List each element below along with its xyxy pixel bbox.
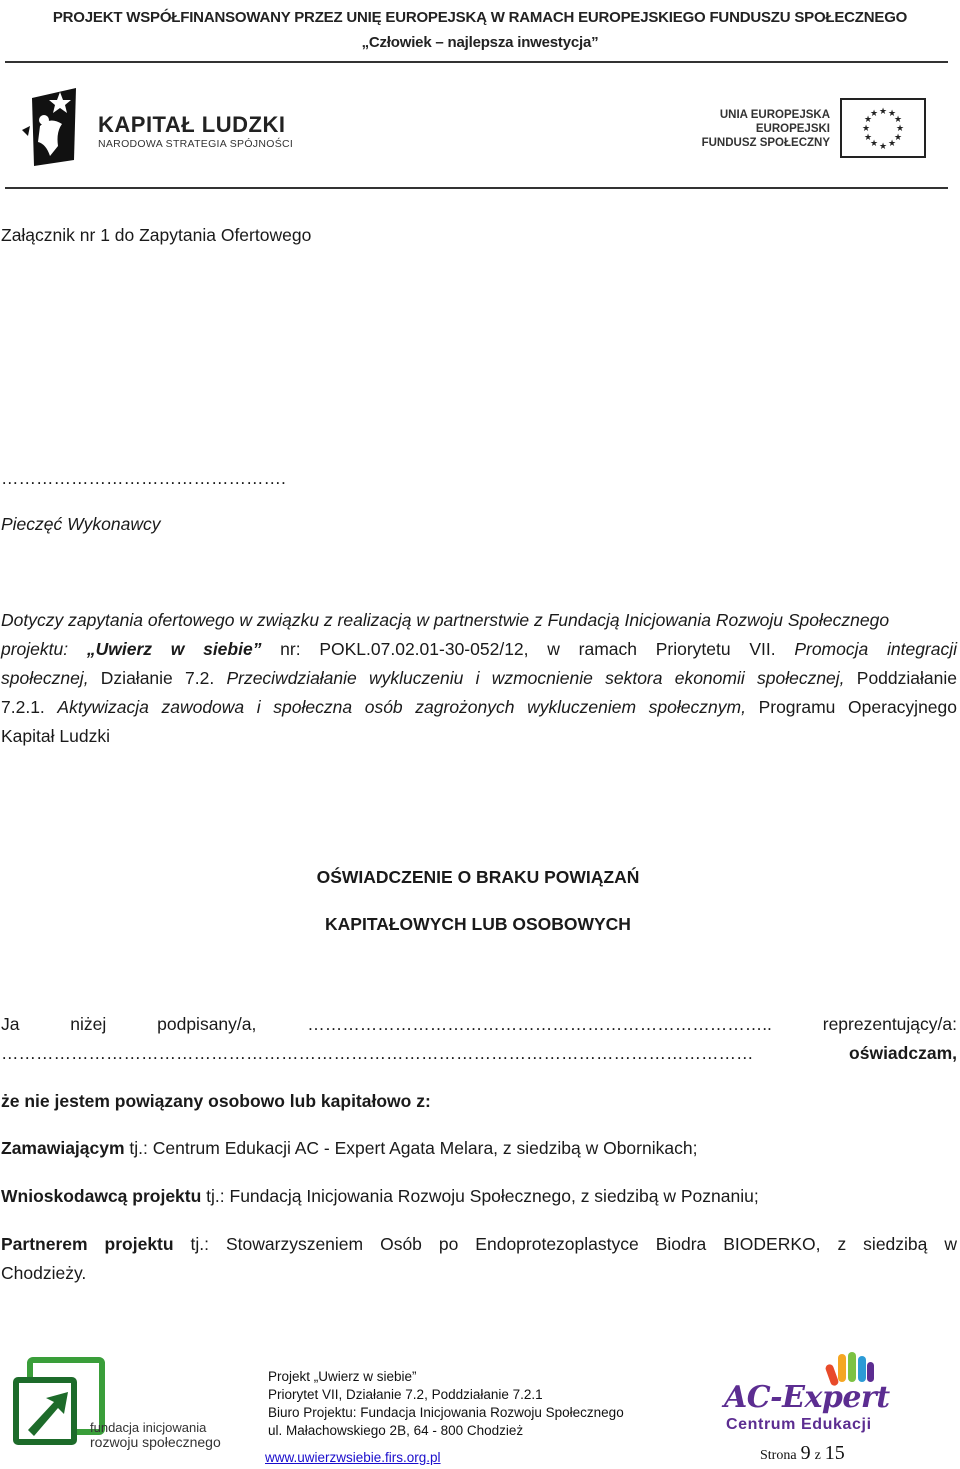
svg-text:★: ★ <box>869 139 879 149</box>
footer-project-info <box>268 1368 624 1440</box>
declaration-line-3: że nie jestem powiązany osobowo lub kapitałowo z: <box>1 1091 431 1111</box>
entity-partner: Partnerem projektu tj.: Stowarzyszeniem Osób po Endoprotezoplastyce Biodra BIODERKO, z siedzibą w <box>1 1234 957 1254</box>
entity-applicant: Wnioskodawcą projektu tj.: Fundacją Inicjowania Rozwoju Społecznego, z siedzibą w Poznaniu; <box>1 1186 759 1206</box>
footer-line-4: ul. Małachowskiego 2B, 64 - 800 Chodzież <box>268 1423 524 1438</box>
attachment-label: Załącznik nr 1 do Zapytania Ofertowego <box>1 225 312 245</box>
kapital-ludzki-sub: NARODOWA STRATEGIA SPÓJNOŚCI <box>98 138 294 150</box>
header-slogan: „Człowiek – najlepsza inwestycja” <box>361 34 599 51</box>
ac-expert-logo <box>720 1350 900 1440</box>
svg-text:★: ★ <box>863 115 873 125</box>
svg-text:★: ★ <box>893 115 903 125</box>
svg-text:★: ★ <box>893 133 903 143</box>
eu-logo-line1: UNIA EUROPEJSKA <box>719 109 830 121</box>
project-name: „Uwierz w siebie” <box>86 639 262 659</box>
eu-logo-line3: FUNDUSZ SPOŁECZNY <box>701 137 830 149</box>
footer-website-link[interactable]: www.uwierzwsiebie.firs.org.pl <box>265 1450 441 1465</box>
header-project-line: PROJEKT WSPÓŁFINANSOWANY PRZEZ UNIĘ EUROPEJSKĄ W RAMACH EUROPEJSKIEGO FUNDUSZU SPOŁECZNEGO <box>52 9 908 26</box>
header-rule-bottom <box>5 187 948 189</box>
kapital-ludzki-emblem-icon <box>20 86 80 170</box>
declaration-line-1: Ja niżej podpisany/a, …………………………………………………………………….. reprezentujący/a: <box>1 1014 957 1034</box>
stamp-label: Pieczęć Wykonawcy <box>1 514 161 534</box>
entity-partner-cont: Chodzieży. <box>1 1263 87 1283</box>
firs-logo-line1: fundacja inicjowania <box>90 1420 207 1435</box>
svg-text:★: ★ <box>895 124 905 134</box>
paragraph-line-5: Kapitał Ludzki <box>1 726 110 746</box>
kapital-ludzki-name: KAPITAŁ LUDZKI <box>98 112 286 137</box>
footer-line-3: Biuro Projektu: Fundacja Inicjowania Rozwoju Społecznego <box>268 1405 624 1420</box>
ac-expert-name: AC-Expert <box>724 1380 890 1415</box>
firs-logo <box>10 1356 221 1456</box>
paragraph-line-4: 7.2.1. Aktywizacja zawodowa i społeczna osób zagrożonych wykluczeniem społecznym, Programu Operacyjnego <box>1 697 957 717</box>
paragraph-line-2: projektu: „Uwierz w siebie” nr: POKL.07.02.01-30-052/12, w ramach Priorytetu VII. Promocja integracji <box>1 639 958 659</box>
eu-logo <box>700 98 930 160</box>
stamp-dots: …………………………………………. <box>1 468 286 488</box>
footer-line-2: Priorytet VII, Działanie 7.2, Poddziałanie 7.2.1 <box>268 1387 543 1402</box>
eu-flag-icon <box>840 98 926 158</box>
statement-title-2: KAPITAŁOWYCH LUB OSOBOWYCH <box>325 914 631 934</box>
paragraph-line-3: społecznej, Działanie 7.2. Przeciwdziałanie wykluczeniu i wzmocnienie sektora ekonomii społecznej, Poddziałanie <box>1 668 957 688</box>
svg-text:★: ★ <box>887 139 897 149</box>
entity-ordering-party: Zamawiającym tj.: Centrum Edukacji AC - Expert Agata Melara, z siedzibą w Obornikach; <box>1 1138 698 1158</box>
header-rule-top <box>5 61 948 63</box>
kapital-ludzki-logo <box>20 86 320 170</box>
page-number: Strona 9 z 15 <box>760 1442 845 1464</box>
svg-text:★: ★ <box>861 124 871 134</box>
paragraph-line-1: Dotyczy zapytania ofertowego w związku z realizacją w partnerstwie z Fundacją Inicjowania Rozwoju Społecznego <box>1 610 890 630</box>
svg-text:★: ★ <box>869 109 879 119</box>
svg-text:★: ★ <box>887 109 897 119</box>
svg-text:★: ★ <box>878 142 888 152</box>
ac-expert-sub: Centrum Edukacji <box>726 1416 872 1433</box>
eu-logo-line2: EUROPEJSKI <box>755 123 830 135</box>
footer-line-1: Projekt „Uwierz w siebie” <box>268 1369 417 1384</box>
firs-logo-line2: rozwoju społecznego <box>90 1434 221 1450</box>
statement-title-1: OŚWIADCZENIE O BRAKU POWIĄZAŃ <box>316 867 640 887</box>
svg-text:★: ★ <box>878 107 888 117</box>
declaration-line-2: ………………………………………………………………………………………………………………… oświadczam, <box>1 1043 957 1063</box>
svg-text:★: ★ <box>863 133 873 143</box>
